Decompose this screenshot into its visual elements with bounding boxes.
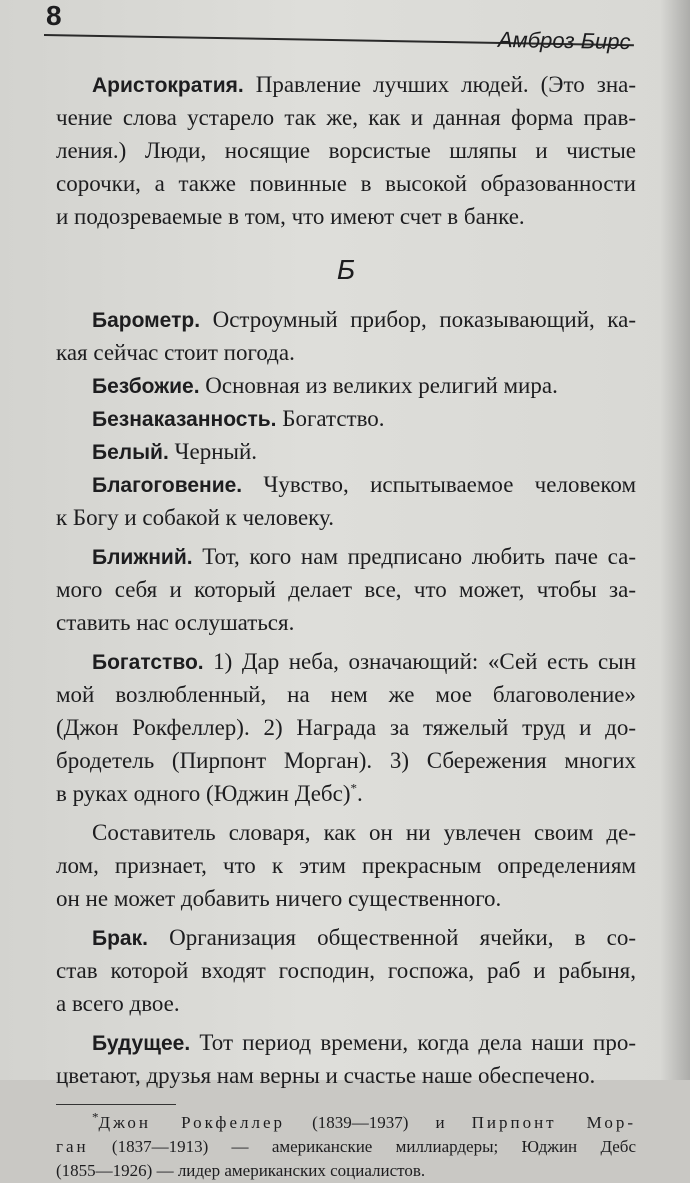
- page-number: 8: [46, 0, 62, 31]
- entry-atheism: [56, 369, 636, 402]
- entry-line: став которой входят господин, госпожа, раб и рабыня,: [56, 958, 636, 983]
- entry-text: Черный.: [168, 439, 258, 464]
- entry-line: ления.) Люди, носящие ворсистые шляпы и чистые: [56, 138, 636, 163]
- entry-text: Богатство.: [276, 406, 385, 431]
- footnote-reference: *: [350, 780, 357, 796]
- entry-line: а всего двое.: [56, 991, 180, 1016]
- footnote-rule: [56, 1104, 176, 1105]
- entry-line: чение слова устарело так же, как и данная форма прав-: [56, 105, 636, 130]
- entry-text: Остроумный прибор, показывающий, ка-: [200, 307, 636, 332]
- compiler-note: [56, 816, 636, 915]
- entry-term: Безнаказанность.: [92, 408, 277, 431]
- footnote-text: (1837—1913) — американские миллиардеры; Юджин Дебс: [88, 1137, 636, 1156]
- entry-term: Белый.: [92, 441, 169, 464]
- entry-neighbor: [56, 540, 636, 639]
- entry-line: к Богу и собакой к человеку.: [56, 505, 334, 530]
- entry-text: Правление лучших людей. (Это зна-: [243, 72, 636, 97]
- entry-term: Аристократия.: [92, 74, 244, 97]
- entry-line: и подозреваемые в том, что имеют счет в банке.: [56, 204, 525, 229]
- entry-line: (Джон Рокфеллер). 2) Награда за тяжелый труд и до-: [56, 715, 636, 740]
- footnote-mark: *: [92, 1109, 99, 1125]
- entry-term: Благоговение.: [92, 474, 243, 497]
- entry-term: Брак.: [92, 927, 148, 950]
- entry-future: [56, 1026, 636, 1092]
- entry-line: цветают, друзья нам верны и счастье наше обеспечено.: [56, 1063, 596, 1088]
- entry-reverence: [56, 468, 636, 534]
- footnote-text: (1839—1937) и: [285, 1113, 472, 1132]
- entry-line: лом, признает, что к этим прекрасным определениям: [56, 853, 636, 878]
- entry-text: 1) Дар неба, означающий: «Сей есть сын: [203, 649, 636, 674]
- entry-marriage: [56, 921, 636, 1020]
- entry-line: бродетель (Пирпонт Морган). 3) Сбережения многих: [56, 748, 636, 773]
- entry-line: он не может добавить ничего существенного.: [56, 886, 502, 911]
- running-head: Амброз Бирс: [497, 26, 631, 55]
- entry-text: Тот, кого нам предписано любить паче са-: [192, 544, 636, 569]
- entry-line: кая сейчас стоит погода.: [56, 340, 295, 365]
- entry-line: ставить нас ослушаться.: [56, 610, 295, 635]
- footnote-name: ган: [56, 1137, 89, 1156]
- entry-term: Безбожие.: [92, 375, 200, 398]
- entry-impunity: [56, 402, 636, 435]
- entry-text: Основная из великих религий мира.: [199, 373, 558, 398]
- entry-term: Барометр.: [92, 309, 201, 332]
- entry-aristocracy: [56, 68, 636, 233]
- entry-text: Организация общественной ячейки, в со-: [147, 925, 636, 950]
- footnote: [56, 1111, 636, 1183]
- entry-term: Богатство.: [92, 651, 204, 674]
- entry-text: Чувство, испытываемое человеком: [242, 472, 636, 497]
- page-edge-shadow: [660, 0, 690, 1080]
- section-heading: Б: [336, 254, 356, 285]
- entry-white: [56, 435, 636, 468]
- entry-line: мой возлюбленный, на нем же мое благоволение»: [56, 682, 636, 707]
- entry-text: Тот период времени, когда дела наши про-: [190, 1030, 636, 1055]
- entry-line: сорочки, а также повинные в высокой образованности: [56, 171, 636, 196]
- entry-line: мого себя и который делает все, что может, чтобы за-: [56, 577, 636, 602]
- footnote-name: Пирпонт Мор-: [471, 1113, 636, 1132]
- entry-line: в руках одного (Юджин Дебс): [56, 781, 351, 806]
- entry-term: Ближний.: [92, 546, 193, 569]
- entry-line: Составитель словаря, как он ни увлечен своим де-: [92, 820, 636, 845]
- footnote-text: (1855—1926) — лидер американских социалистов.: [56, 1161, 426, 1180]
- footnote-name: Джон Рокфеллер: [98, 1113, 286, 1132]
- entry-barometer: [56, 303, 636, 369]
- entry-term: Будущее.: [92, 1032, 191, 1055]
- page-text: [56, 68, 636, 1183]
- entry-wealth: Богатство. 1) Дар неба, означающий: «Сей есть сын мой возлюбленный, на нем же мое благоволение» (Джон Рокфеллер). 2) Награда за тяжелый труд и до- бродетель (Пирпонт Морган). 3) Сбережения многих в руках одного (Юджин Дебс)*.: [56, 649, 636, 806]
